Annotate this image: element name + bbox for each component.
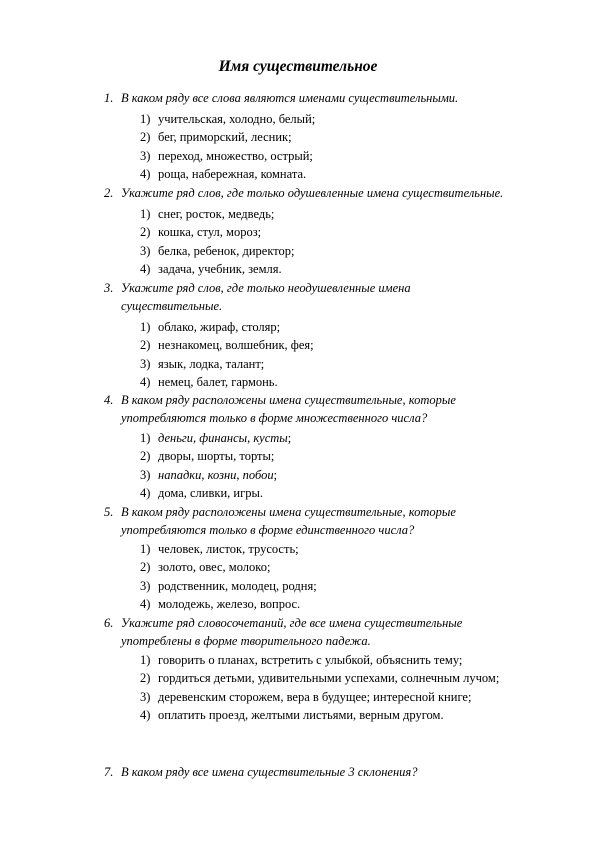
question-1-options xyxy=(140,110,315,184)
question-number: 1. xyxy=(104,91,114,105)
question-text-line-2: употребляются только в форме единственного числа? xyxy=(121,523,415,537)
question-text-line-1: Укажите ряд словосочетаний, где все имена существительные xyxy=(121,616,463,630)
option-item: 2) золото, овес, молоко; xyxy=(140,560,271,575)
option-item: 2) гордиться детьми, удивительными успехами, солнечным лучом; xyxy=(140,671,500,686)
option-item: 3) нападки, козни, побои; xyxy=(140,467,278,482)
question-text-line-1: В каком ряду расположены имена существительные, которые xyxy=(121,505,456,519)
question-2-options xyxy=(140,205,295,279)
question-4-options xyxy=(140,429,291,503)
question-text: Укажите ряд слов, где только одушевленные имена существительные. xyxy=(121,186,504,200)
question-text-line-2: употреблены в форме творительного падежа. xyxy=(121,634,371,648)
option-item: 1) учительская, холодно, белый; xyxy=(140,112,316,126)
page-title: Имя существительное xyxy=(218,58,378,75)
option-item: 4) задача, учебник, земля. xyxy=(140,262,282,277)
question-6-options xyxy=(140,651,499,725)
question-7 xyxy=(104,763,574,781)
question-4 xyxy=(104,391,574,427)
question-number: 7. xyxy=(104,765,114,779)
option-item: 3) родственник, молодец, родня; xyxy=(140,578,317,593)
option-item: 1) облако, жираф, столяр; xyxy=(140,320,281,334)
option-item: 2) кошка, стул, мороз; xyxy=(140,225,262,240)
question-text-line-2: существительные. xyxy=(121,299,223,313)
option-item: 1) говорить о планах, встретить с улыбкой, объяснить тему; xyxy=(140,653,463,667)
option-item: 1) снег, росток, медведь; xyxy=(140,207,275,221)
question-text-line-1: Укажите ряд слов, где только неодушевленные имена xyxy=(121,281,411,295)
question-text: В каком ряду все слова являются именами существительными. xyxy=(121,91,459,105)
option-item: 1) деньги, финансы, кусты; xyxy=(140,431,292,445)
question-3 xyxy=(104,279,574,315)
option-item: 2) дворы, шорты, торты; xyxy=(140,449,275,464)
option-item: 2) бег, приморский, лесник; xyxy=(140,130,292,145)
question-number: 5. xyxy=(104,505,114,519)
option-item: 4) дома, сливки, игры. xyxy=(140,486,263,501)
question-number: 2. xyxy=(104,186,114,200)
option-item: 4) молодежь, железо, вопрос. xyxy=(140,597,301,612)
option-item: 1) человек, листок, трусость; xyxy=(140,542,299,556)
question-text-line-1: В каком ряду расположены имена существительные, которые xyxy=(121,393,456,407)
question-3-options xyxy=(140,318,314,392)
option-item: 3) язык, лодка, талант; xyxy=(140,356,265,371)
question-number: 6. xyxy=(104,616,114,630)
option-item: 3) переход, множество, острый; xyxy=(140,148,313,163)
question-1 xyxy=(104,89,574,107)
question-5 xyxy=(104,503,574,539)
option-item: 4) роща, набережная, комната. xyxy=(140,167,307,182)
option-item: 4) оплатить проезд, желтыми листьями, верным другом. xyxy=(140,708,444,723)
question-text-line-2: употребляются только в форме множественного числа? xyxy=(121,411,428,425)
option-item: 3) деревенским сторожем, вера в будущее; интересной книге; xyxy=(140,689,472,704)
question-text: В каком ряду все имена существительные 3 склонения? xyxy=(121,765,418,779)
question-5-options xyxy=(140,540,317,614)
question-2 xyxy=(104,184,574,202)
option-item: 2) незнакомец, волшебник, фея; xyxy=(140,338,314,353)
question-number: 4. xyxy=(104,393,114,407)
option-item: 4) немец, балет, гармонь. xyxy=(140,375,278,390)
question-number: 3. xyxy=(104,281,114,295)
question-6 xyxy=(104,614,574,650)
option-item: 3) белка, ребенок, директор; xyxy=(140,243,295,258)
